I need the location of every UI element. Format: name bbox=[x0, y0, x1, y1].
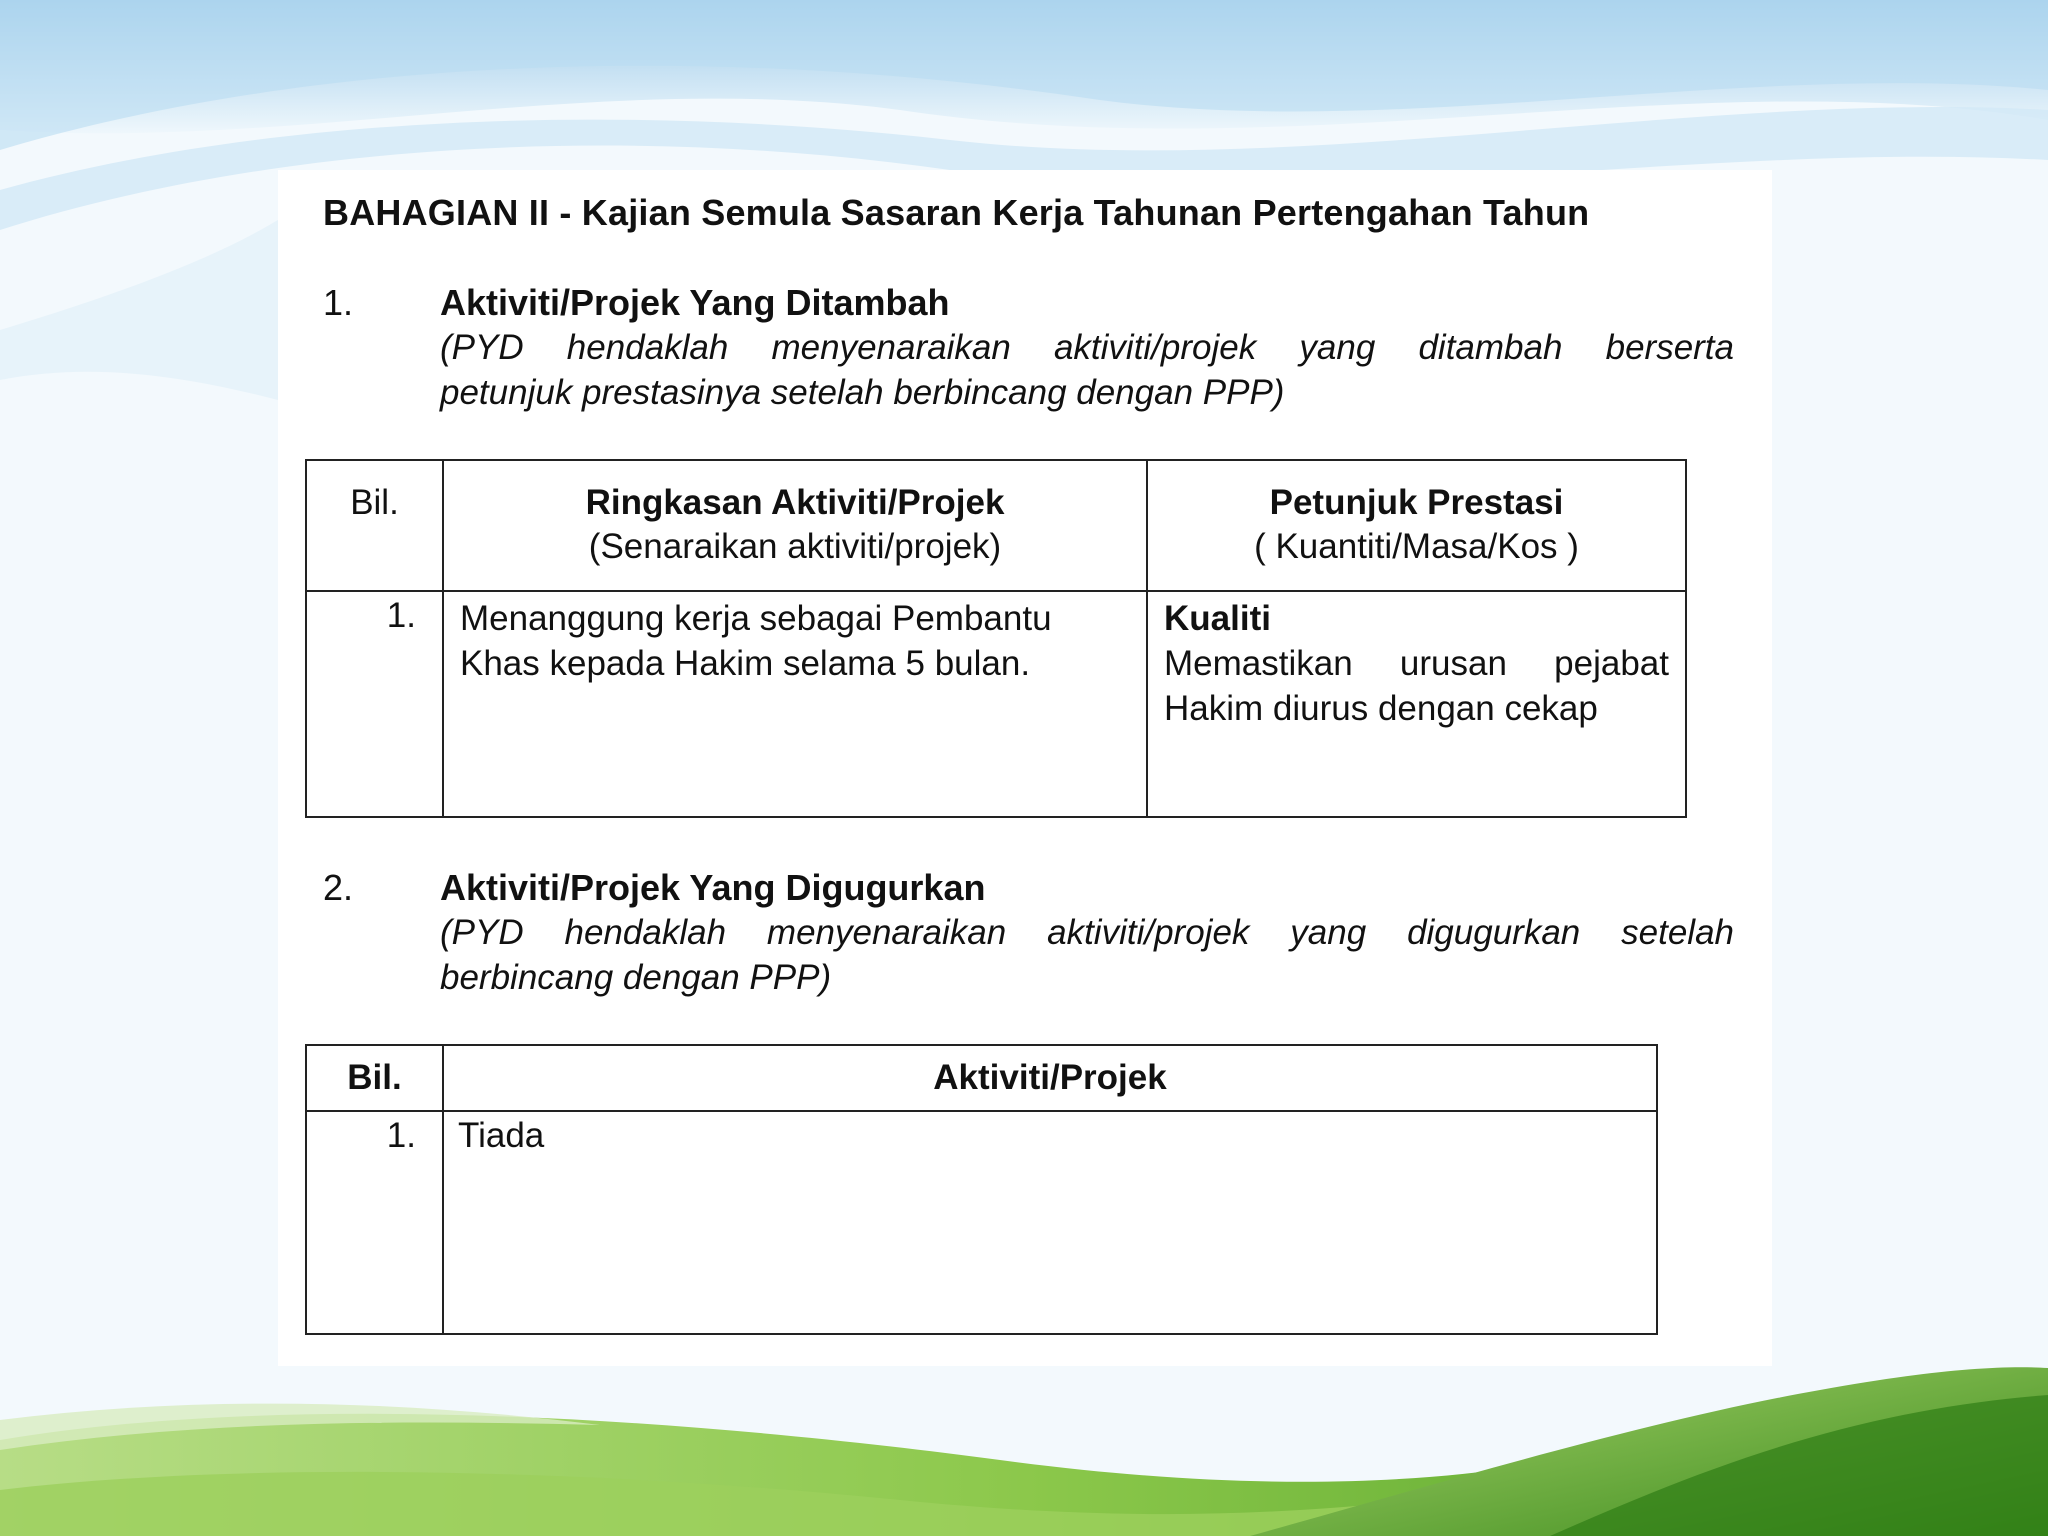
section2-heading: Aktiviti/Projek Yang Digugurkan bbox=[440, 867, 986, 908]
table-header-row bbox=[306, 1045, 1657, 1111]
col-bil-header: Bil. bbox=[306, 460, 443, 591]
indicator-line2: Hakim diurus dengan cekap bbox=[1164, 689, 1598, 728]
col-activity-header: Aktiviti/Projek bbox=[443, 1045, 1657, 1111]
row-summary bbox=[443, 591, 1147, 817]
col-bil-header: Bil. bbox=[306, 1045, 443, 1111]
page-title: BAHAGIAN II - Kajian Semula Sasaran Kerja Tahunan Pertengahan Tahun bbox=[323, 192, 1590, 233]
section1-note-line2: petunjuk prestasinya setelah berbincang dengan PPP) bbox=[440, 373, 1285, 412]
col-summary-header bbox=[443, 460, 1147, 591]
section1-number: 1. bbox=[323, 282, 354, 323]
section1-note-line1: (PYD hendaklah menyenaraikan aktiviti/projek yang ditambah berserta bbox=[440, 328, 1734, 367]
section1-heading: Aktiviti/Projek Yang Ditambah bbox=[440, 282, 950, 323]
section2-note-line1: (PYD hendaklah menyenaraikan aktiviti/projek yang digugurkan setelah bbox=[440, 913, 1734, 952]
indicator-label: Kualiti bbox=[1164, 599, 1271, 638]
section2-number: 2. bbox=[323, 867, 354, 908]
section1-note bbox=[440, 325, 1734, 415]
table-row bbox=[306, 1111, 1657, 1334]
document-page bbox=[278, 170, 1772, 1366]
section2-note-line2: berbincang dengan PPP) bbox=[440, 958, 832, 997]
indicator-header-title: Petunjuk Prestasi bbox=[1269, 483, 1564, 522]
section2-note bbox=[440, 910, 1734, 1000]
row-indicator bbox=[1147, 591, 1686, 817]
col-indicator-header bbox=[1147, 460, 1686, 591]
indicator-header-sub: ( Kuantiti/Masa/Kos ) bbox=[1254, 527, 1579, 566]
summary-line1: Menanggung kerja sebagai Pembantu bbox=[460, 599, 1052, 638]
row-bil: 1. bbox=[306, 591, 443, 817]
dropped-activities-table bbox=[305, 1044, 1658, 1335]
table-row bbox=[306, 591, 1686, 817]
summary-line2: Khas kepada Hakim selama 5 bulan. bbox=[460, 644, 1031, 683]
table-header-row bbox=[306, 460, 1686, 591]
added-activities-table bbox=[305, 459, 1687, 818]
row-bil: 1. bbox=[306, 1111, 443, 1334]
row-activity: Tiada bbox=[443, 1111, 1657, 1334]
summary-header-title: Ringkasan Aktiviti/Projek bbox=[585, 483, 1005, 522]
indicator-line1: Memastikan urusan pejabat bbox=[1164, 644, 1669, 683]
summary-header-sub: (Senaraikan aktiviti/projek) bbox=[588, 527, 1002, 566]
